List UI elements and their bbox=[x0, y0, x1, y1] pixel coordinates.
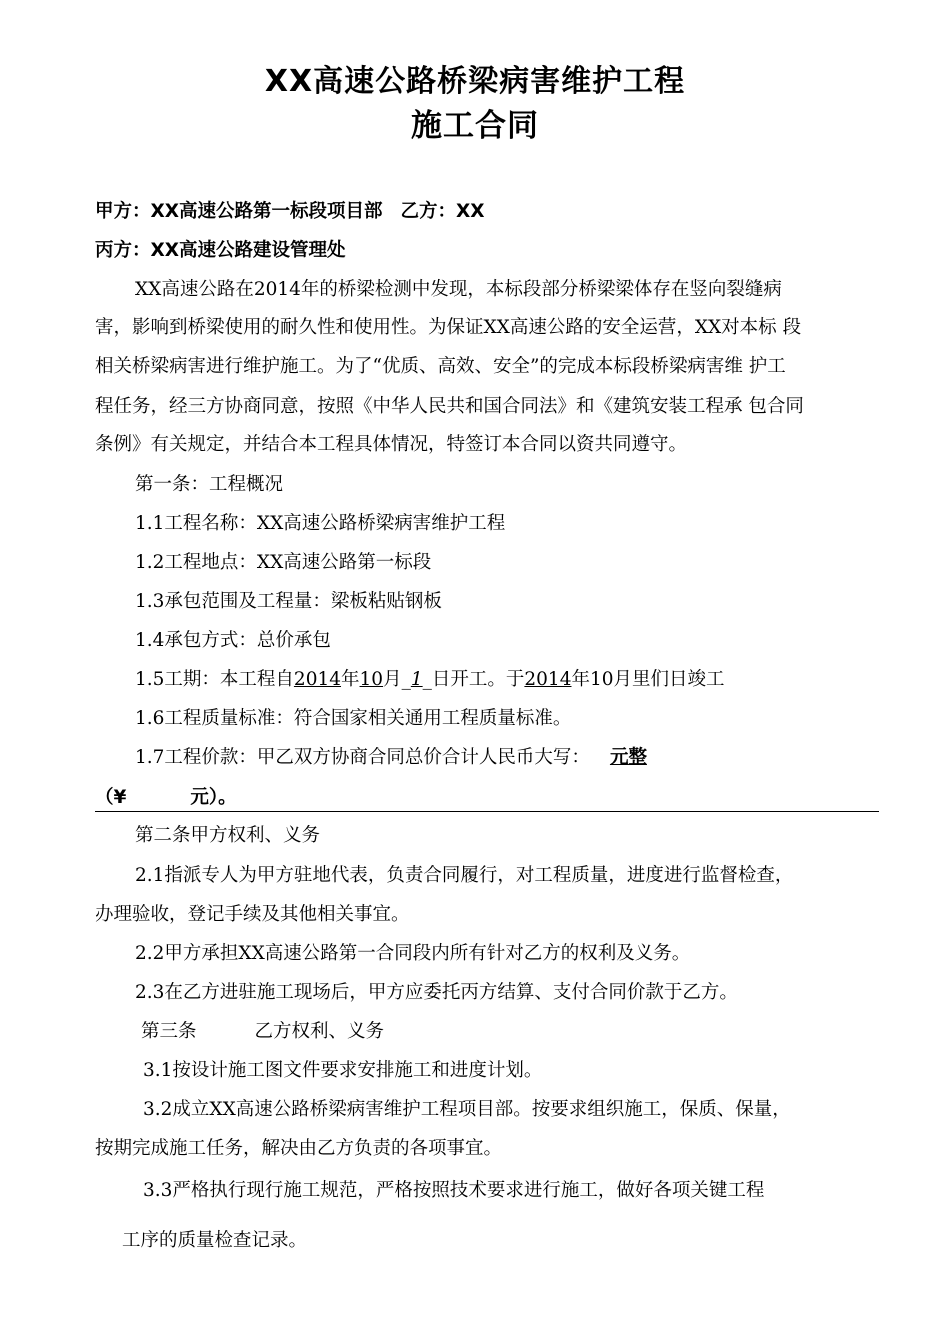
item-1-5-nian: 年 bbox=[341, 669, 360, 690]
item-1-7-text: 1.7工程价款：甲乙双方协商合同总价合计人民币大写： bbox=[135, 747, 590, 768]
item-1-5-yue: 月_ bbox=[383, 669, 411, 690]
intro-line-4: 程任务，经三方协商同意，按照《中华人民共和国合同法》和《建筑安装工程承 包合同 bbox=[95, 396, 804, 417]
end-year: 2014 bbox=[524, 669, 572, 690]
article-2-heading: 第二条甲方权利、义务 bbox=[135, 825, 321, 846]
amount-yuan-line bbox=[95, 785, 237, 811]
parties-line bbox=[95, 199, 485, 225]
item-1-2: 1.2工程地点：XX高速公路第一标段 bbox=[135, 552, 432, 573]
item-3-3-line-1: 3.3严格执行现行施工规范，严格按照技术要求进行施工，做好各项关键工程 bbox=[143, 1180, 765, 1201]
party-c: 丙方：XX高速公路建设管理处 bbox=[95, 240, 346, 261]
item-1-4: 1.4承包方式：总价承包 bbox=[135, 630, 331, 651]
item-1-5 bbox=[135, 667, 725, 693]
article-3-heading bbox=[141, 1019, 384, 1045]
section-divider bbox=[95, 811, 879, 812]
intro-line-2: 害，影响到桥梁使用的耐久性和使用性。为保证XX高速公路的安全运营，XX对本标 段 bbox=[95, 317, 802, 338]
item-1-5-suffix: 年10月里们日竣工 bbox=[571, 669, 725, 690]
item-2-1-line-2: 办理验收，登记手续及其他相关事宜。 bbox=[95, 904, 410, 925]
item-3-2-line-2: 按期完成施工任务，解决由乙方负责的各项事宜。 bbox=[95, 1138, 503, 1159]
item-3-1: 3.1按设计施工图文件要求安排施工和进度计划。 bbox=[143, 1060, 543, 1081]
yuan-close: 元）。 bbox=[190, 787, 237, 808]
start-day: 1 bbox=[410, 669, 423, 690]
item-1-3: 1.3承包范围及工程量：梁板粘贴钢板 bbox=[135, 591, 442, 612]
party-b: 乙方：XX bbox=[400, 201, 485, 222]
intro-line-5: 条例》有关规定，并结合本工程具体情况，特签订本合同以资共同遵守。 bbox=[95, 434, 688, 455]
article-3-number: 第三条 bbox=[141, 1021, 197, 1042]
item-2-3: 2.3在乙方进驻施工现场后，甲方应委托丙方结算、支付合同价款于乙方。 bbox=[135, 982, 738, 1003]
yuan-open: （¥ bbox=[95, 787, 127, 808]
item-3-2-line-1: 3.2成立XX高速公路桥梁病害维护工程项目部。按要求组织施工，保质、保量， bbox=[143, 1099, 791, 1120]
article-1-heading: 第一条：工程概况 bbox=[135, 474, 284, 495]
amount-label: 元整 bbox=[609, 747, 647, 768]
intro-line-1: XX高速公路在2014年的桥梁检测中发现，本标段部分桥梁梁体存在竖向裂缝病 bbox=[135, 279, 782, 300]
item-1-5-prefix: 1.5工期：本工程自 bbox=[135, 669, 294, 690]
article-3-title: 乙方权利、义务 bbox=[254, 1021, 385, 1042]
document-title: XX高速公路桥梁病害维护工程 bbox=[264, 64, 686, 99]
item-1-5-mid: _日开工。于 bbox=[422, 669, 525, 690]
item-3-3-line-2: 工序的质量检查记录。 bbox=[122, 1230, 308, 1251]
item-2-1-line-1: 2.1指派专人为甲方驻地代表，负责合同履行，对工程质量，进度进行监督检查， bbox=[135, 865, 794, 886]
item-1-1: 1.1工程名称：XX高速公路桥梁病害维护工程 bbox=[135, 513, 506, 534]
document-subtitle: 施工合同 bbox=[411, 108, 539, 144]
start-year: 2014 bbox=[293, 669, 342, 690]
intro-line-3: 相关桥梁病害进行维护施工。为了“优质、高效、安全”的完成本标段桥梁病害维 护工 bbox=[95, 356, 786, 377]
item-2-2: 2.2甲方承担XX高速公路第一合同段内所有针对乙方的权利及义务。 bbox=[135, 943, 691, 964]
start-month: 10 bbox=[359, 669, 384, 690]
item-1-6: 1.6工程质量标准：符合国家相关通用工程质量标准。 bbox=[135, 708, 572, 729]
item-1-7 bbox=[135, 745, 647, 771]
party-a: 甲方：XX高速公路第一标段项目部 bbox=[95, 201, 383, 222]
